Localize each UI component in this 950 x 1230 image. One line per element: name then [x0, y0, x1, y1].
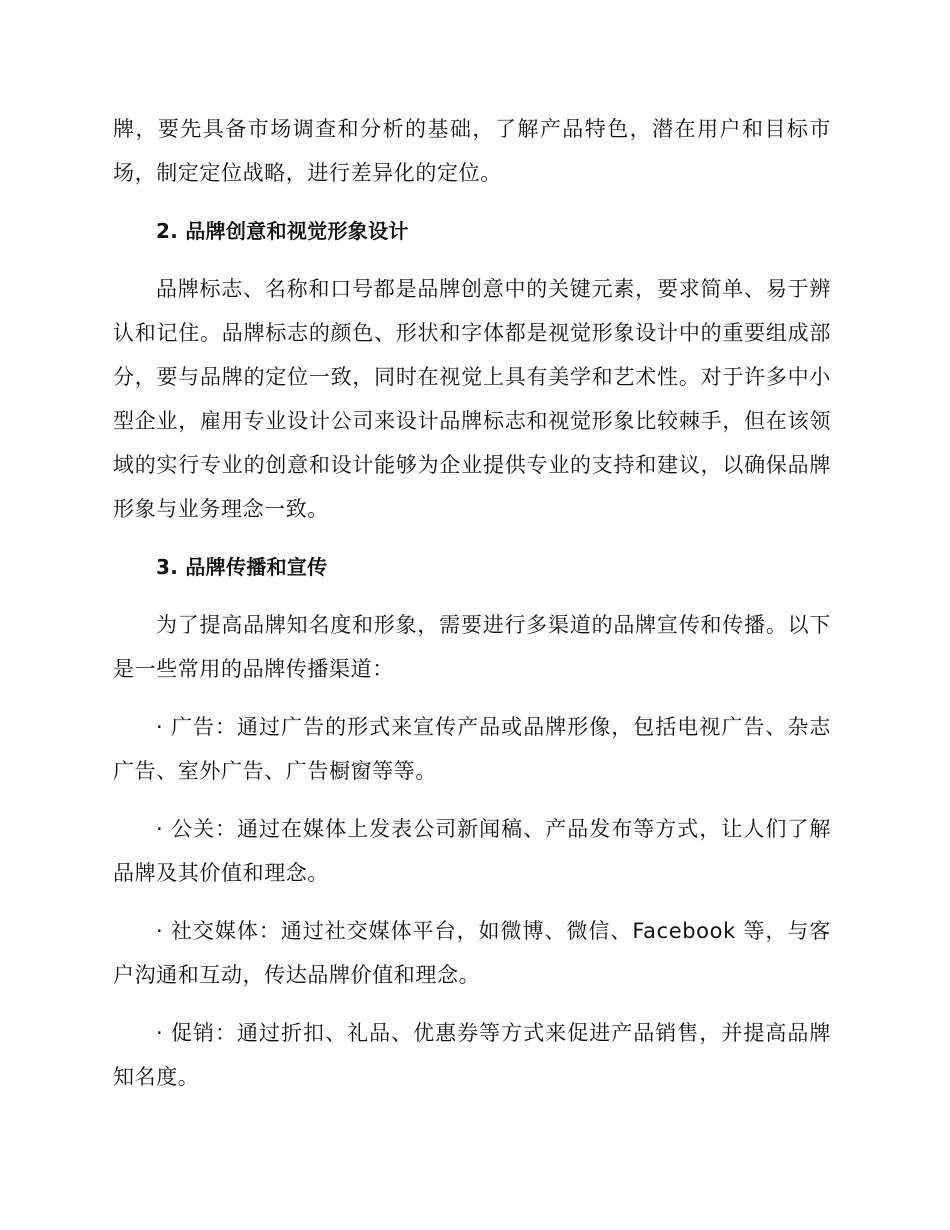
- bullet-promotion: · 促销：通过折扣、礼品、优惠券等方式来促进产品销售，并提高品牌知名度。: [113, 1021, 831, 1089]
- bullet-public-relations: · 公关：通过在媒体上发表公司新闻稿、产品发布等方式，让人们了解品牌及其价值和理念。: [113, 817, 831, 885]
- section-2-paragraph: 品牌标志、名称和口号都是品牌创意中的关键元素，要求简单、易于辨认和记住。品牌标志的颜色、形状和字体都是视觉形象设计中的重要组成部分，要与品牌的定位一致，同时在视觉上具有美学和艺术性。对于许多中小型企业，雇用专业设计公司来设计品牌标志和视觉形象比较棘手，但在该领域的实行专业的创意和设计能够为企业提供专业的支持和建议，以确保品牌形象与业务理念一致。: [113, 277, 831, 521]
- section-3-paragraph: 为了提高品牌知名度和形象，需要进行多渠道的品牌宣传和传播。以下是一些常用的品牌传播渠道：: [113, 613, 831, 681]
- section-3-heading: 3. 品牌传播和宣传: [156, 555, 328, 579]
- bullet-advertising: · 广告：通过广告的形式来宣传产品或品牌形像，包括电视广告、杂志广告、室外广告、广告橱窗等等。: [113, 715, 831, 783]
- document-body: [113, 107, 831, 1113]
- bullet-social-media: · 社交媒体：通过社交媒体平台，如微博、微信、Facebook 等，与客户沟通和互动，传达品牌价值和理念。: [113, 919, 831, 987]
- continuation-paragraph: 牌，要先具备市场调查和分析的基础，了解产品特色，潜在用户和目标市场，制定定位战略，进行差异化的定位。: [113, 117, 831, 185]
- section-2-heading: 2. 品牌创意和视觉形象设计: [156, 219, 409, 243]
